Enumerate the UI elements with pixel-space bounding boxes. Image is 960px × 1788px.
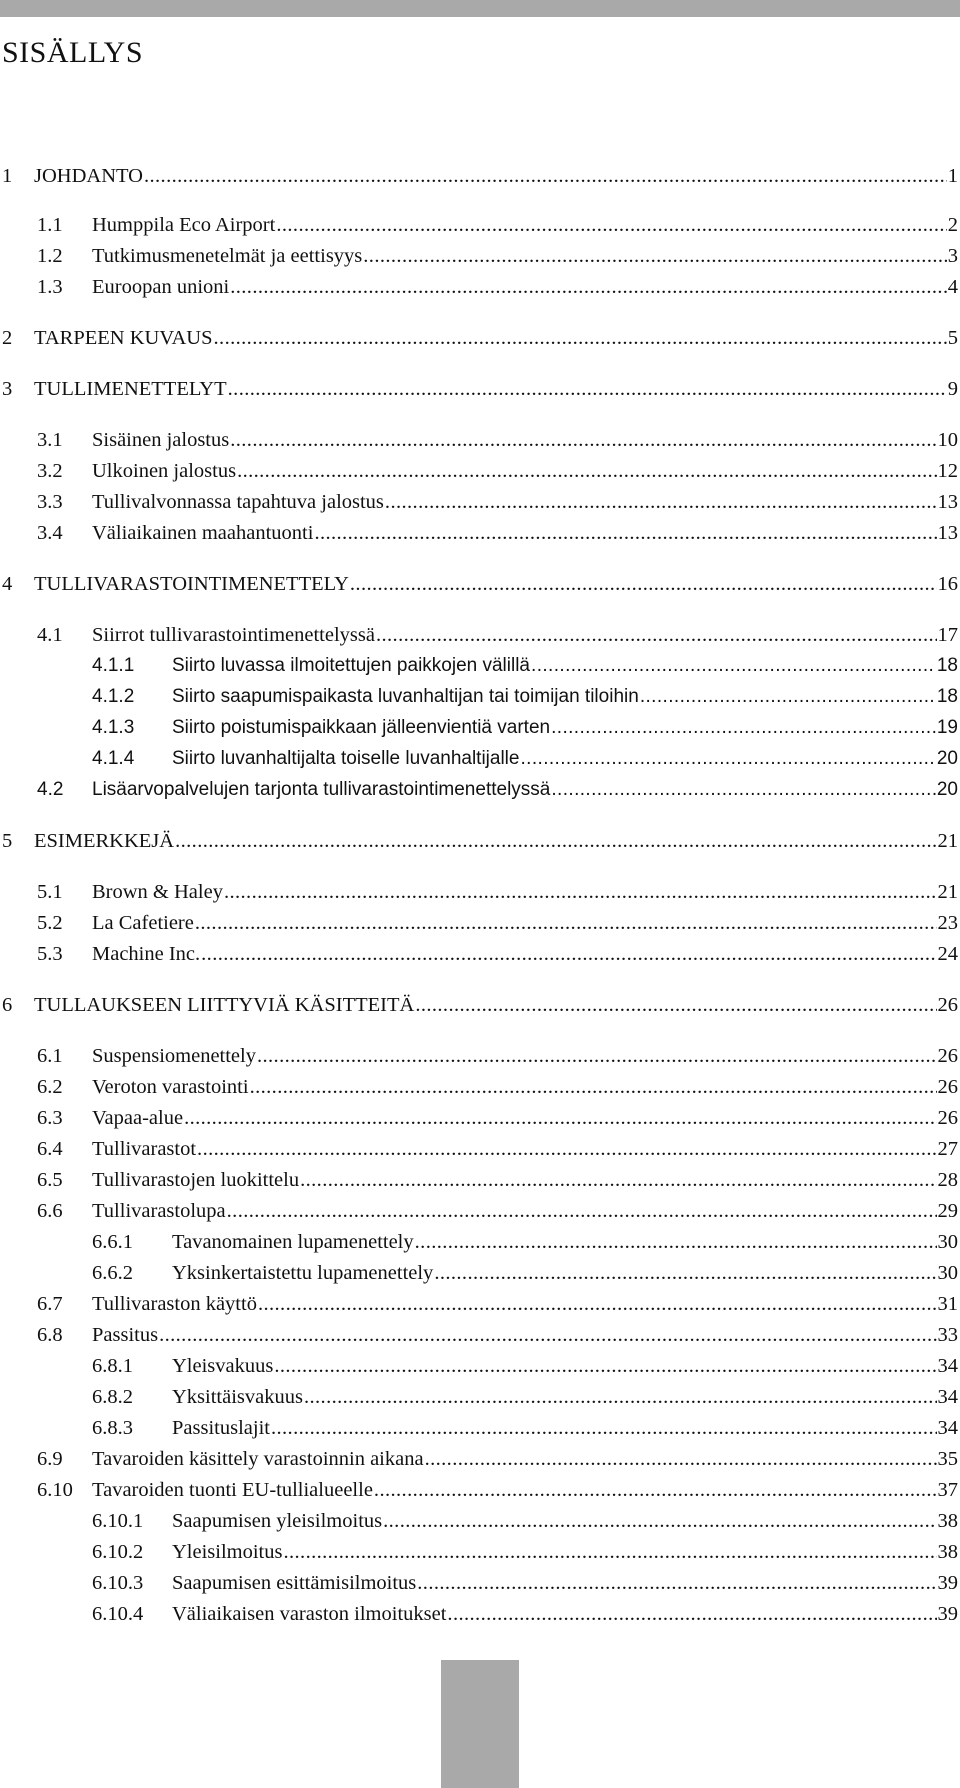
toc-number: 4.1 <box>37 624 63 646</box>
toc-leader-dots <box>184 1104 936 1132</box>
toc-page-number: 3 <box>947 245 958 267</box>
toc-page-number: 1 <box>947 165 958 187</box>
toc-page-number: 21 <box>937 830 958 852</box>
toc-page-number: 16 <box>937 573 958 595</box>
toc-number: 6.6.2 <box>92 1262 133 1284</box>
toc-entry[interactable] <box>2 375 958 403</box>
toc-number: 3 <box>2 378 13 400</box>
toc-leader-dots <box>425 1445 937 1473</box>
page-marker <box>441 1660 519 1788</box>
toc-label: Siirto poistumispaikkaan jälleenvientiä varten <box>172 717 551 738</box>
toc-label: Väliaikaisen varaston ilmoitukset <box>172 1603 447 1625</box>
toc-entry[interactable] <box>37 519 958 547</box>
toc-entry[interactable] <box>37 242 958 270</box>
toc-leader-dots <box>383 1507 936 1535</box>
toc-page-number: 9 <box>947 378 958 400</box>
toc-number: 4 <box>2 573 13 595</box>
toc-leader-dots <box>224 878 937 906</box>
toc-leader-dots <box>283 1538 936 1566</box>
toc-number: 6.8.3 <box>92 1417 133 1439</box>
toc-entry[interactable] <box>37 1290 958 1318</box>
toc-entry[interactable] <box>37 909 958 937</box>
toc-number: 3.1 <box>37 429 63 451</box>
toc-label: Tullivarastolupa <box>92 1200 226 1222</box>
toc-label: Humppila Eco Airport <box>92 214 276 236</box>
toc-entry[interactable] <box>37 1197 958 1225</box>
toc-entry[interactable] <box>92 1538 958 1566</box>
toc-leader-dots <box>374 1476 937 1504</box>
toc-number: 1.2 <box>37 245 63 267</box>
toc-label: Ulkoinen jalostus <box>92 460 237 482</box>
toc-leader-dots <box>195 909 937 937</box>
toc-label: Siirto luvassa ilmoitettujen paikkojen välillä <box>172 655 531 676</box>
toc-label: Saapumisen esittämisilmoitus <box>172 1572 417 1594</box>
toc-label: Yleisilmoitus <box>172 1541 283 1563</box>
toc-leader-dots <box>276 211 946 239</box>
toc-page-number: 38 <box>937 1510 958 1532</box>
toc-page-number: 27 <box>937 1138 958 1160</box>
toc-page-number: 37 <box>937 1479 958 1501</box>
toc-entry[interactable] <box>92 652 958 680</box>
toc-number: 4.1.2 <box>92 686 135 707</box>
toc-entry[interactable] <box>37 1476 958 1504</box>
toc-leader-dots <box>531 652 936 680</box>
toc-leader-dots <box>159 1321 936 1349</box>
toc-label: ESIMERKKEJÄ <box>34 830 175 852</box>
toc-page-number: 33 <box>937 1324 958 1346</box>
toc-leader-dots <box>144 162 947 190</box>
toc-number: 5 <box>2 830 13 852</box>
toc-number: 6.7 <box>37 1293 63 1315</box>
toc-page-number: 18 <box>936 655 958 676</box>
toc-entry[interactable] <box>37 1166 958 1194</box>
toc-label: TULLAUKSEEN LIITTYVIÄ KÄSITTEITÄ <box>34 994 415 1016</box>
toc-page-number: 34 <box>937 1417 958 1439</box>
toc-page-number: 18 <box>936 686 958 707</box>
toc-leader-dots <box>230 426 936 454</box>
toc-entry[interactable] <box>37 1445 958 1473</box>
toc-page-number: 24 <box>937 943 958 965</box>
toc-label: Tutkimusmenetelmät ja eettisyys <box>92 245 363 267</box>
toc-label: Tavaroiden käsittely varastoinnin aikana <box>92 1448 424 1470</box>
toc-label: Passitus <box>92 1324 159 1346</box>
toc-leader-dots <box>257 1042 937 1070</box>
toc-page-number: 10 <box>937 429 958 451</box>
toc-page-number: 29 <box>937 1200 958 1222</box>
toc-leader-dots <box>434 1259 936 1287</box>
toc-page-number: 34 <box>937 1355 958 1377</box>
toc-label: Saapumisen yleisilmoitus <box>172 1510 383 1532</box>
toc-number: 2 <box>2 327 13 349</box>
toc-entry[interactable] <box>37 211 958 239</box>
toc-leader-dots <box>640 683 936 711</box>
toc-label: TULLIMENETTELYT <box>34 378 227 400</box>
toc-page-number: 38 <box>937 1541 958 1563</box>
toc-number: 3.3 <box>37 491 63 513</box>
toc-number: 5.2 <box>37 912 63 934</box>
toc-page-number: 4 <box>947 276 958 298</box>
toc-label: Machine Inc. <box>92 943 201 965</box>
toc-leader-dots <box>551 776 936 804</box>
toc-page-number: 34 <box>937 1386 958 1408</box>
toc-number: 6.10.1 <box>92 1510 144 1532</box>
toc-number: 4.1.1 <box>92 655 135 676</box>
toc-leader-dots <box>201 940 936 968</box>
toc-page-number: 39 <box>937 1603 958 1625</box>
toc-label: Yksittäisvakuus <box>172 1386 303 1408</box>
toc-leader-dots <box>250 1073 937 1101</box>
toc-page-number: 13 <box>937 491 958 513</box>
toc-number: 1.1 <box>37 214 63 236</box>
toc-leader-dots <box>520 745 935 773</box>
toc-leader-dots <box>175 827 936 855</box>
toc-entry[interactable] <box>37 878 958 906</box>
toc-label: Brown & Haley <box>92 881 223 903</box>
toc-label: Yleisvakuus <box>172 1355 274 1377</box>
toc-page-number: 30 <box>937 1231 958 1253</box>
toc-entry[interactable] <box>92 1600 958 1628</box>
toc-number: 6.10.3 <box>92 1572 144 1594</box>
toc-entry[interactable] <box>92 745 958 773</box>
toc-number: 1 <box>2 165 13 187</box>
toc-entry[interactable] <box>37 776 958 804</box>
toc-label: JOHDANTO <box>34 165 143 187</box>
toc-page-number: 21 <box>937 881 958 903</box>
toc-number: 6.10.2 <box>92 1541 144 1563</box>
toc-leader-dots <box>258 1290 937 1318</box>
toc-number: 6.6.1 <box>92 1231 133 1253</box>
toc-label: Lisäarvopalvelujen tarjonta tullivarastointimenettelyssä <box>92 779 551 800</box>
toc-entry[interactable] <box>37 273 958 301</box>
toc-leader-dots <box>350 570 937 598</box>
toc-number: 6.3 <box>37 1107 63 1129</box>
toc-entry[interactable] <box>37 940 958 968</box>
toc-page-number: 19 <box>936 717 958 738</box>
toc-page-number: 26 <box>937 994 958 1016</box>
toc-entry[interactable] <box>37 1135 958 1163</box>
toc-entry[interactable] <box>37 1042 958 1070</box>
toc-number: 5.1 <box>37 881 63 903</box>
toc-entry[interactable] <box>37 1104 958 1132</box>
toc-entry[interactable] <box>92 1507 958 1535</box>
toc-leader-dots <box>230 273 947 301</box>
header-bar <box>0 0 960 17</box>
toc-entry[interactable] <box>37 426 958 454</box>
toc-leader-dots <box>304 1383 937 1411</box>
toc-number: 6 <box>2 994 13 1016</box>
toc-label: Tavanomainen lupamenettely <box>172 1231 414 1253</box>
toc-label: Sisäinen jalostus <box>92 429 230 451</box>
toc-entry[interactable] <box>92 1569 958 1597</box>
toc-entry[interactable] <box>92 1352 958 1380</box>
toc-page-number: 2 <box>947 214 958 236</box>
toc-leader-dots <box>417 1569 936 1597</box>
toc-number: 6.5 <box>37 1169 63 1191</box>
toc-entry[interactable] <box>92 1414 958 1442</box>
toc-label: Suspensiomenettely <box>92 1045 256 1067</box>
toc-number: 5.3 <box>37 943 63 965</box>
toc-number: 3.4 <box>37 522 63 544</box>
toc-label: Tullivarastot <box>92 1138 197 1160</box>
toc-page-number: 31 <box>937 1293 958 1315</box>
toc-number: 6.9 <box>37 1448 63 1470</box>
toc-number: 6.6 <box>37 1200 63 1222</box>
toc-label: La Cafetiere <box>92 912 194 934</box>
toc-label: Väliaikainen maahantuonti <box>92 522 314 544</box>
toc-number: 1.3 <box>37 276 63 298</box>
toc-entry[interactable] <box>92 1383 958 1411</box>
toc-number: 4.2 <box>37 779 64 800</box>
toc-label: Vapaa-alue <box>92 1107 184 1129</box>
toc-page-number: 23 <box>937 912 958 934</box>
toc-entry[interactable] <box>92 714 958 742</box>
toc-number: 6.10.4 <box>92 1603 144 1625</box>
toc-entry[interactable] <box>92 683 958 711</box>
toc-label: Tullivalvonnassa tapahtuva jalostus <box>92 491 384 513</box>
toc-number: 6.4 <box>37 1138 63 1160</box>
page-title: SISÄLLYS <box>2 36 144 69</box>
toc-entry[interactable] <box>37 621 958 649</box>
toc-label: Siirto luvanhaltijalta toiselle luvanhaltijalle <box>172 748 520 769</box>
toc-page-number: 26 <box>937 1045 958 1067</box>
toc-entry[interactable] <box>92 1228 958 1256</box>
toc-number: 4.1.3 <box>92 717 135 738</box>
toc-leader-dots <box>415 991 936 1019</box>
toc-entry[interactable] <box>2 162 958 190</box>
toc-label: TARPEEN KUVAUS <box>34 327 213 349</box>
toc-leader-dots <box>385 488 937 516</box>
toc-leader-dots <box>300 1166 936 1194</box>
toc-number: 6.8.1 <box>92 1355 133 1377</box>
toc-label: Yksinkertaistettu lupamenettely <box>172 1262 434 1284</box>
toc-leader-dots <box>447 1600 936 1628</box>
toc-label: TULLIVARASTOINTIMENETTELY <box>34 573 349 595</box>
toc-leader-dots <box>228 375 947 403</box>
toc-leader-dots <box>551 714 936 742</box>
toc-page-number: 5 <box>947 327 958 349</box>
toc-entry[interactable] <box>37 1321 958 1349</box>
toc-leader-dots <box>271 1414 937 1442</box>
toc-entry[interactable] <box>37 488 958 516</box>
toc-label: Tavaroiden tuonti EU-tullialueelle <box>92 1479 373 1501</box>
toc-number: 4.1.4 <box>92 748 135 769</box>
toc-page-number: 13 <box>937 522 958 544</box>
toc-page-number: 39 <box>937 1572 958 1594</box>
toc-number: 6.8 <box>37 1324 63 1346</box>
toc-label: Siirrot tullivarastointimenettelyssä <box>92 624 375 646</box>
toc-label: Euroopan unioni <box>92 276 230 298</box>
toc-entry[interactable] <box>37 457 958 485</box>
toc-entry[interactable] <box>2 324 958 352</box>
toc-leader-dots <box>227 1197 937 1225</box>
toc-leader-dots <box>314 519 936 547</box>
toc-page-number: 20 <box>936 748 958 769</box>
toc-number: 6.1 <box>37 1045 63 1067</box>
toc-entry[interactable] <box>2 570 958 598</box>
toc-page-number: 35 <box>937 1448 958 1470</box>
toc-page-number: 12 <box>937 460 958 482</box>
toc-entry[interactable] <box>92 1259 958 1287</box>
toc-number: 3.2 <box>37 460 63 482</box>
toc-label: Veroton varastointi <box>92 1076 249 1098</box>
toc-number: 6.10 <box>37 1479 73 1501</box>
toc-leader-dots <box>274 1352 936 1380</box>
toc-leader-dots <box>415 1228 937 1256</box>
toc-page-number: 20 <box>936 779 958 800</box>
toc-number: 6.2 <box>37 1076 63 1098</box>
toc-label: Passituslajit <box>172 1417 270 1439</box>
toc-leader-dots <box>363 242 946 270</box>
toc-page-number: 26 <box>937 1107 958 1129</box>
toc-page-number: 28 <box>937 1169 958 1191</box>
toc-label: Tullivaraston käyttö <box>92 1293 257 1315</box>
toc-label: Siirto saapumispaikasta luvanhaltijan tai toimijan tiloihin <box>172 686 639 707</box>
toc-leader-dots <box>197 1135 936 1163</box>
toc-entry[interactable] <box>2 827 958 855</box>
toc-label: Tullivarastojen luokittelu <box>92 1169 300 1191</box>
toc-entry[interactable] <box>2 991 958 1019</box>
toc-entry[interactable] <box>37 1073 958 1101</box>
toc-page-number: 26 <box>937 1076 958 1098</box>
toc-leader-dots <box>237 457 936 485</box>
toc-page-number: 30 <box>937 1262 958 1284</box>
toc-leader-dots <box>376 621 937 649</box>
toc-number: 6.8.2 <box>92 1386 133 1408</box>
toc-leader-dots <box>214 324 947 352</box>
toc-page-number: 17 <box>937 624 958 646</box>
